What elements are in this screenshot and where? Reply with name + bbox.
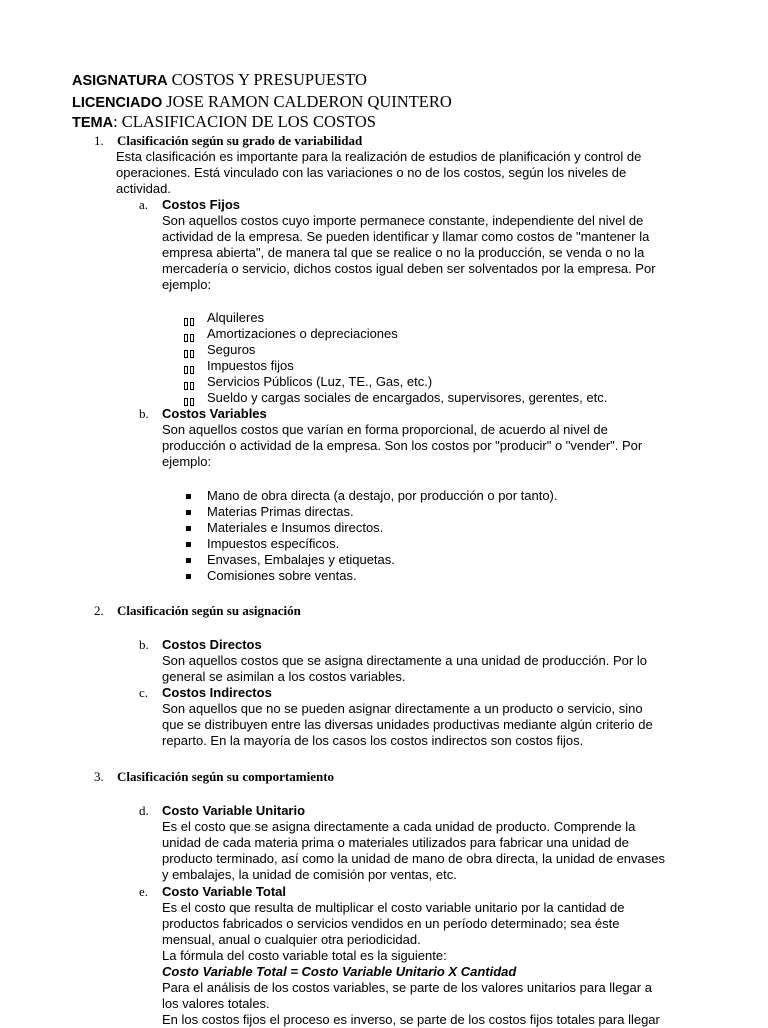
fixed-costs-title: Costos Fijos (162, 197, 241, 212)
total-variable-cost-title: Costo Variable Total (162, 884, 287, 899)
indirect-costs-letter: c. (139, 685, 149, 700)
square-bullet-icon (186, 558, 191, 563)
list-item: Amortizaciones o depreciaciones (184, 326, 607, 342)
unit-variable-cost-text: Es el costo que se asigna directamente a cada unidad de producto. Comprende la unidad de cada materia prima o materiales utilizados para fabricar una unidad de producto terminado, así como la unidad de mano de obra directa, la unidad de envases y embalajes, la unidad de comisión por ventas, etc. (162, 819, 665, 882)
formula: Costo Variable Total = Costo Variable Unitario X Cantidad (162, 964, 517, 979)
section2-title: Clasificación según su asignación (117, 603, 301, 618)
list-item: Impuestos fijos (184, 358, 607, 374)
list-item: Impuestos específicos. (184, 536, 558, 552)
variable-costs-examples (184, 488, 558, 584)
list-item: Mano de obra directa (a destajo, por producción o por tanto). (184, 488, 558, 504)
square-bullet-icon (186, 494, 191, 499)
section1-intro: Esta clasificación es importante para la realización de estudios de planificación y control de operaciones. Está vinculado con las variaciones o no de los costos, según los niveles de actividad. (116, 149, 642, 196)
variable-costs-text: Son aquellos costos que varían en forma proporcional, de acuerdo al nivel de producción o actividad de la empresa. Son los costos por "producir" o "vender". Por ejemplo: (162, 422, 643, 469)
list-item: Sueldo y cargas sociales de encargados, supervisores, gerentes, etc. (184, 390, 607, 406)
teacher-label: LICENCIADO (72, 95, 163, 111)
missing-glyph-bullet-icon (184, 314, 198, 323)
section2-number: 2. (94, 603, 104, 618)
unit-variable-cost-title: Costo Variable Unitario (162, 803, 306, 818)
missing-glyph-bullet-icon (184, 362, 198, 371)
direct-costs-text: Son aquellos costos que se asigna directamente a una unidad de producción. Por lo general se asimilan a los costos variables. (162, 653, 647, 684)
indirect-costs-text: Son aquellos que no se pueden asignar directamente a un producto o servicio, sino que se distribuyen entre las diversas unidades productivas mediante algún criterio de reparto. En la mayoría de los casos los costos indirectos son costos fijos. (162, 701, 653, 748)
section3-title: Clasificación según su comportamiento (117, 769, 335, 784)
fixed-costs-letter: a. (139, 197, 149, 212)
square-bullet-icon (186, 510, 191, 515)
section3-number: 3. (94, 769, 104, 784)
square-bullet-icon (186, 574, 191, 579)
section1-number: 1. (94, 133, 104, 148)
topic-line (72, 112, 376, 133)
topic-label: TEMA (72, 115, 114, 131)
square-bullet-icon (186, 526, 191, 531)
unit-variable-cost-letter: d. (139, 803, 149, 818)
variable-costs-title: Costos Variables (162, 406, 267, 421)
total-variable-cost-letter: e. (139, 884, 149, 899)
fixed-costs-text: Son aquellos costos cuyo importe permanece constante, independiente del nivel de actividad de la empresa. Se pueden identificar y llamar como costos de "mantener la empresa abierta", de manera tal que se realice o no la producción, se venda o no la mercadería o servicio, dichos costos igual deben ser solventados por la empresa. Por ejemplo: (162, 213, 656, 292)
missing-glyph-bullet-icon (184, 330, 198, 339)
fixed-costs-examples (184, 310, 607, 406)
missing-glyph-bullet-icon (184, 394, 198, 403)
direct-costs-title: Costos Directos (162, 637, 262, 652)
teacher-value: JOSE RAMON CALDERON QUINTERO (166, 92, 452, 111)
teacher-line (72, 92, 452, 113)
subject-line (72, 70, 367, 91)
missing-glyph-bullet-icon (184, 346, 198, 355)
missing-glyph-bullet-icon (184, 378, 198, 387)
square-bullet-icon (186, 542, 191, 547)
list-item: Materiales e Insumos directos. (184, 520, 558, 536)
topic-value: : CLASIFICACION DE LOS COSTOS (113, 112, 376, 131)
indirect-costs-title: Costos Indirectos (162, 685, 272, 700)
subject-value: COSTOS Y PRESUPUESTO (171, 70, 367, 89)
list-item: Servicios Públicos (Luz, TE., Gas, etc.) (184, 374, 607, 390)
list-item: Envases, Embalajes y etiquetas. (184, 552, 558, 568)
list-item: Materias Primas directas. (184, 504, 558, 520)
list-item: Comisiones sobre ventas. (184, 568, 558, 584)
subject-label: ASIGNATURA (72, 73, 168, 89)
list-item: Seguros (184, 342, 607, 358)
total-variable-cost-text: Es el costo que resulta de multiplicar el costo variable unitario por la cantidad de productos fabricados o servicios vendidos en un período determinado; sea éste mensual, anual o cualquier otra periodicidad. La fórmula del costo variable total es la siguiente: Costo Variable Total = Costo Variable Unitario X Cantidad Para el análisis de los costos variables, se parte de los valores unitarios para llegar a los valores totales. En los costos fijos el proceso es inverso, se parte de los costos fijos totales para llegar (162, 900, 660, 1027)
variable-costs-letter: b. (139, 406, 149, 421)
section1-title: Clasificación según su grado de variabilidad (117, 133, 363, 148)
list-item: Alquileres (184, 310, 607, 326)
direct-costs-letter: b. (139, 637, 149, 652)
